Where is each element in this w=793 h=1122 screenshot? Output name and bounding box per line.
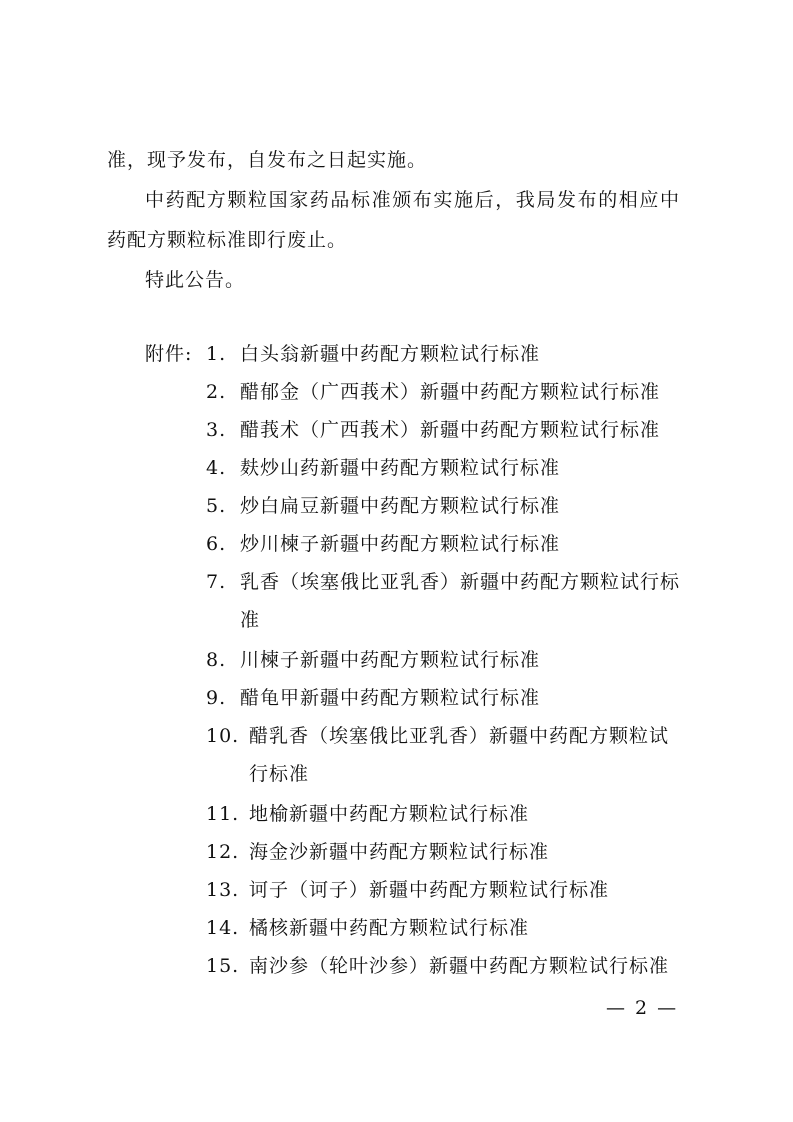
attachment-item-10-continuation: 行标准 (249, 763, 310, 785)
attachment-title: 炒白扁豆新疆中药配方颗粒试行标准 (240, 495, 561, 517)
attachment-title: 诃子（诃子）新疆中药配方颗粒试行标准 (249, 879, 610, 901)
paragraph-abolish-line1: 中药配方颗粒国家药品标准颁布实施后，我局发布的相应中 (145, 189, 681, 211)
attachment-title: 川楝子新疆中药配方颗粒试行标准 (240, 649, 541, 671)
attachment-number: 15. (206, 955, 240, 977)
attachment-title: 炒川楝子新疆中药配方颗粒试行标准 (240, 533, 561, 555)
attachment-number: 1. (206, 343, 227, 365)
attachment-title: 海金沙新疆中药配方颗粒试行标准 (249, 841, 550, 863)
attachment-title: 醋龟甲新疆中药配方颗粒试行标准 (240, 687, 541, 709)
attachment-number: 2. (206, 381, 227, 403)
attachment-number: 14. (206, 917, 240, 939)
attachment-title: 醋郁金（广西莪术）新疆中药配方颗粒试行标准 (240, 381, 661, 403)
attachment-number: 4. (206, 457, 227, 479)
attachment-title: 麸炒山药新疆中药配方颗粒试行标准 (240, 457, 561, 479)
attachment-item-7-continuation: 准 (240, 609, 261, 631)
attachment-title: 醋乳香（埃塞俄比亚乳香）新疆中药配方颗粒试 (249, 725, 670, 747)
attachment-number: 12. (206, 841, 240, 863)
attachment-title: 乳香（埃塞俄比亚乳香）新疆中药配方颗粒试行标 (240, 571, 681, 593)
attachment-number: 9. (206, 687, 227, 709)
attachment-number: 5. (206, 495, 227, 517)
attachment-number: 13. (206, 879, 240, 901)
paragraph-continuation: 准，现予发布，自发布之日起实施。 (107, 149, 428, 171)
attachment-title: 醋莪术（广西莪术）新疆中药配方颗粒试行标准 (240, 419, 661, 441)
page-number: — 2 — (606, 997, 679, 1019)
attachment-number: 7. (206, 571, 227, 593)
attachment-number: 11. (206, 803, 240, 825)
attachment-title: 白头翁新疆中药配方颗粒试行标准 (240, 343, 541, 365)
attachment-title: 橘核新疆中药配方颗粒试行标准 (249, 917, 530, 939)
attachment-title: 南沙参（轮叶沙参）新疆中药配方颗粒试行标准 (249, 955, 670, 977)
attachment-number: 8. (206, 649, 227, 671)
attachment-number: 6. (206, 533, 227, 555)
paragraph-announcement: 特此公告。 (145, 269, 246, 291)
attachment-number: 3. (206, 419, 227, 441)
attachment-title: 地榆新疆中药配方颗粒试行标准 (249, 803, 530, 825)
attachment-number: 10. (206, 725, 240, 747)
attachments-label: 附件: (145, 343, 193, 365)
paragraph-abolish-line2: 药配方颗粒标准即行废止。 (107, 229, 348, 251)
